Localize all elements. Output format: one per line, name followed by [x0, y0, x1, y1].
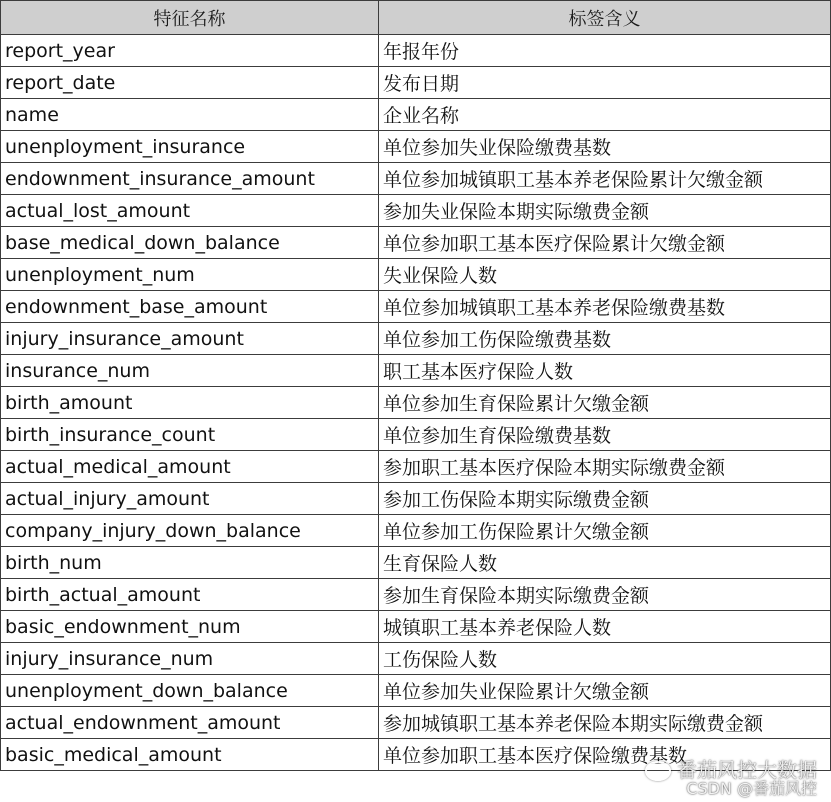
label-meaning-cell: 城镇职工基本养老保险人数 [379, 611, 831, 643]
table-row [1, 131, 831, 163]
table-row [1, 227, 831, 259]
table-header-row [1, 1, 831, 35]
label-meaning-cell: 参加生育保险本期实际缴费金额 [379, 579, 831, 611]
label-meaning-cell: 职工基本医疗保险人数 [379, 355, 831, 387]
label-meaning-cell: 参加失业保险本期实际缴费金额 [379, 195, 831, 227]
feature-name-cell: injury_insurance_amount [1, 323, 379, 355]
table-row [1, 547, 831, 579]
table-row [1, 483, 831, 515]
table-row [1, 355, 831, 387]
feature-name-cell: unenployment_insurance [1, 131, 379, 163]
label-meaning-cell: 单位参加生育保险缴费基数 [379, 419, 831, 451]
feature-name-cell: base_medical_down_balance [1, 227, 379, 259]
label-meaning-cell: 单位参加生育保险累计欠缴金额 [379, 387, 831, 419]
watermark-line2: CSDN @番茄风控 [686, 779, 817, 799]
label-meaning-cell: 年报年份 [379, 35, 831, 67]
label-meaning-cell: 单位参加城镇职工基本养老保险累计欠缴金额 [379, 163, 831, 195]
label-meaning-cell: 单位参加失业保险累计欠缴金额 [379, 675, 831, 707]
table-row [1, 419, 831, 451]
label-meaning-cell: 生育保险人数 [379, 547, 831, 579]
table-body [1, 35, 831, 771]
feature-name-cell: endownment_base_amount [1, 291, 379, 323]
table-row [1, 515, 831, 547]
label-meaning-cell: 单位参加职工基本医疗保险缴费基数 [379, 739, 831, 771]
table-row [1, 291, 831, 323]
table-row [1, 35, 831, 67]
label-meaning-cell: 参加工伤保险本期实际缴费金额 [379, 483, 831, 515]
feature-name-cell: insurance_num [1, 355, 379, 387]
feature-name-cell: birth_amount [1, 387, 379, 419]
feature-name-cell: unenployment_num [1, 259, 379, 291]
label-meaning-cell: 失业保险人数 [379, 259, 831, 291]
label-meaning-cell: 单位参加失业保险缴费基数 [379, 131, 831, 163]
label-meaning-cell: 企业名称 [379, 99, 831, 131]
feature-name-cell: unenployment_down_balance [1, 675, 379, 707]
table-row [1, 259, 831, 291]
feature-name-cell: injury_insurance_num [1, 643, 379, 675]
table-row [1, 643, 831, 675]
feature-name-cell: birth_insurance_count [1, 419, 379, 451]
feature-name-cell: report_date [1, 67, 379, 99]
feature-name-cell: birth_actual_amount [1, 579, 379, 611]
label-meaning-cell: 单位参加工伤保险累计欠缴金额 [379, 515, 831, 547]
label-meaning-cell: 参加职工基本医疗保险本期实际缴费金额 [379, 451, 831, 483]
feature-name-cell: actual_medical_amount [1, 451, 379, 483]
table-row [1, 67, 831, 99]
feature-name-cell: actual_lost_amount [1, 195, 379, 227]
table-row [1, 163, 831, 195]
feature-name-cell: name [1, 99, 379, 131]
label-meaning-cell: 发布日期 [379, 67, 831, 99]
label-meaning-cell: 参加城镇职工基本养老保险本期实际缴费金额 [379, 707, 831, 739]
header-label-meaning: 标签含义 [379, 1, 831, 35]
label-meaning-cell: 单位参加城镇职工基本养老保险缴费基数 [379, 291, 831, 323]
table-row [1, 323, 831, 355]
table-row [1, 739, 831, 771]
feature-name-cell: report_year [1, 35, 379, 67]
table-row [1, 611, 831, 643]
table-row [1, 387, 831, 419]
table-row [1, 451, 831, 483]
table-row [1, 579, 831, 611]
table-row [1, 675, 831, 707]
header-feature-name: 特征名称 [1, 1, 379, 35]
table-row [1, 99, 831, 131]
feature-name-cell: basic_endownment_num [1, 611, 379, 643]
feature-name-cell: birth_num [1, 547, 379, 579]
label-meaning-cell: 单位参加职工基本医疗保险累计欠缴金额 [379, 227, 831, 259]
label-meaning-cell: 工伤保险人数 [379, 643, 831, 675]
watermark-brand: 番茄风控大数据 [677, 758, 817, 783]
table-row [1, 195, 831, 227]
feature-name-cell: company_injury_down_balance [1, 515, 379, 547]
feature-name-cell: actual_endownment_amount [1, 707, 379, 739]
feature-name-cell: endownment_insurance_amount [1, 163, 379, 195]
feature-name-cell: basic_medical_amount [1, 739, 379, 771]
feature-name-cell: actual_injury_amount [1, 483, 379, 515]
table-row [1, 707, 831, 739]
label-meaning-cell: 单位参加工伤保险缴费基数 [379, 323, 831, 355]
